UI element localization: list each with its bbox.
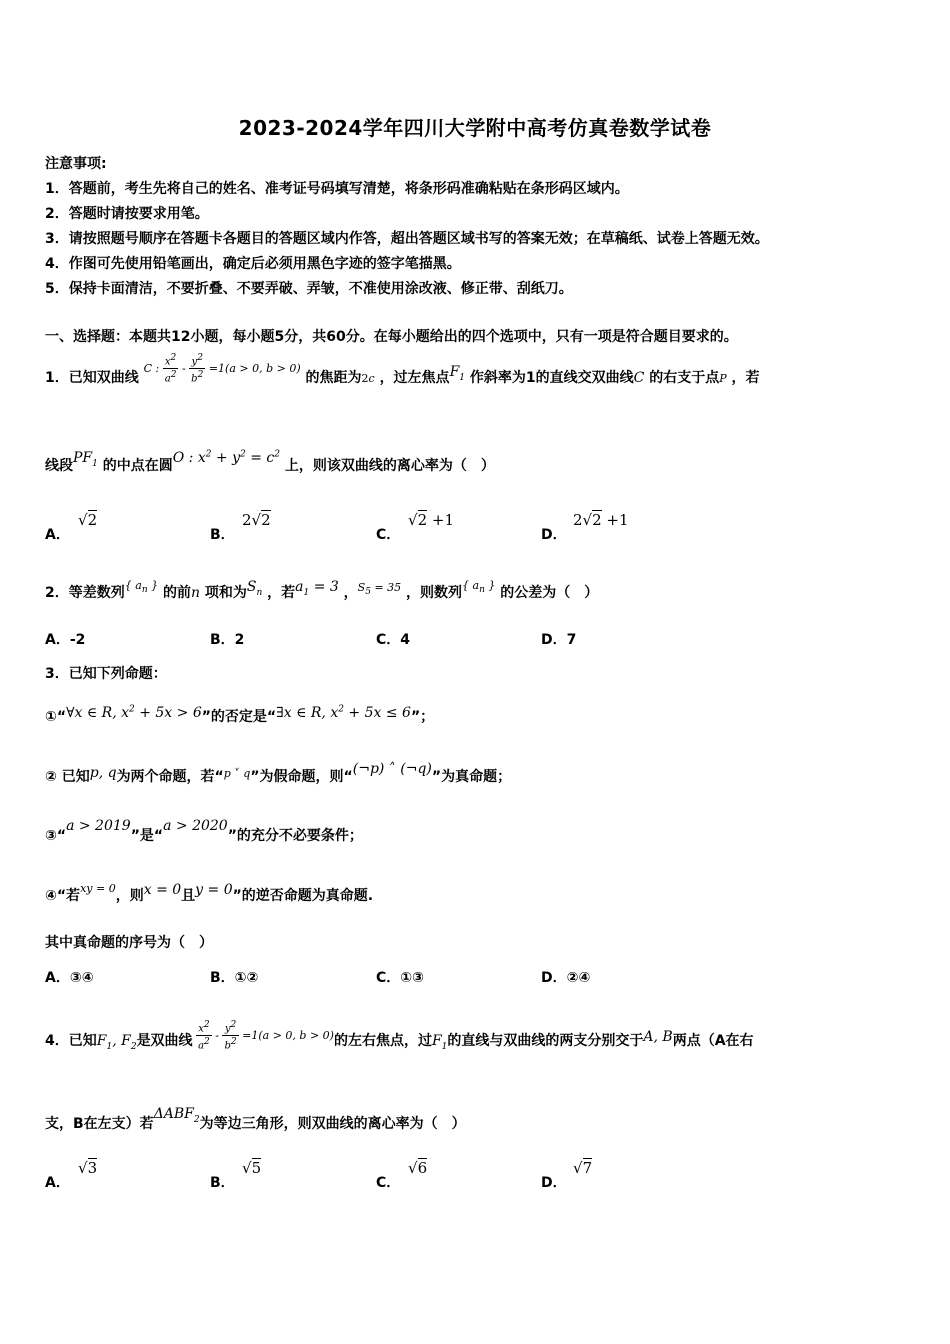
page-title: 2023-2024学年四川大学附中高考仿真卷数学试卷 (238, 116, 712, 140)
notes-heading: 注意事项: (45, 156, 107, 172)
q2-option-b[interactable]: B．2 (210, 632, 245, 648)
q4-option-b-value: √5 (242, 1159, 262, 1177)
q3-option-c[interactable]: C．①③ (376, 970, 424, 986)
q1-text: ，若 (731, 369, 760, 386)
q3-text: ”是“ (130, 828, 164, 844)
question-1-line-1: 1．已知双曲线 $^{C : \frac{x^2}{a^2} - \frac{y^2}{b^2} =1(a > 0, b > 0)}$ 的焦距为2c ，过左焦点$F_1$ 作斜率为1的直线交双曲线C 的右支于点P ，若 (45, 353, 760, 386)
q2-text: 2．等差数列 (45, 585, 125, 601)
note-item: 3．请按照题号顺序在答题卡各题目的答题区域内作答，超出答题区域书写的答案无效；在草稿纸、试卷上答题无效。 (45, 231, 769, 247)
q1-option-a[interactable] (45, 524, 70, 544)
question-4-line-2: 支，B在左支）若$\Delta ABF_2$为等边三角形，则双曲线的离心率为（ ） (45, 1106, 466, 1132)
q4-text: 的左右焦点，过 (333, 1032, 432, 1049)
q4-option-c-value: √6 (408, 1159, 428, 1177)
note-item: 1．答题前，考生先将自己的姓名、准考证号码填写清楚，将条形码准确粘贴在条形码区域内。 (45, 181, 629, 197)
q4-option-d-value: √7 (573, 1159, 593, 1177)
question-3-head: 3．已知下列命题： (45, 666, 167, 682)
q4-option-a[interactable] (45, 1172, 70, 1192)
notes-block (45, 152, 769, 302)
q3-statement-1: ①“∀x ∈ R, $x^2 + 5x > 6$”的否定是“∃x ∈ R, $x^2 + 5x \le 6$”； (45, 704, 435, 725)
q2-text: ，则数列 (406, 585, 463, 601)
q3-statement-3: ③“a > 2019”是“a > 2020”的充分不必要条件； (45, 818, 363, 844)
section-heading: 一、选择题：本题共12小题，每小题5分，共60分。在每小题给出的四个选项中，只有一项是符合题目要求的。 (45, 329, 738, 345)
q3-text: ”的充分不必要条件； (227, 828, 363, 844)
q3-text: ”的逆否命题为真命题. (232, 888, 374, 904)
note-item: 2．答题时请按要求用笔。 (45, 206, 209, 222)
q1-formula: C : x2 a2 - y2 b2 =1(a > 0, b > 0) (143, 353, 301, 385)
q1-text: 作斜率为1的直线交双曲线 (469, 369, 634, 386)
q3-text: 为两个命题，若“ (116, 769, 224, 785)
q2-text: ，若 (267, 585, 296, 601)
q1-text: ，过左焦点 (379, 369, 450, 386)
option-label: B． (210, 527, 235, 543)
q3-text: ”的否定是“ (201, 709, 277, 725)
q3-statement-4: ④“若$^{xy = 0}$，则x = 0且y = 0”的逆否命题为真命题. (45, 882, 374, 904)
q3-text: ③“ (45, 828, 67, 844)
question-4-line-1: 4．已知$F_1$, $F_2$是双曲线 $^{\frac{x^2}{a^2} - \frac{y^2}{b^2} =1(a > 0, b > 0)}$的左右焦点，过$F_1$的直线与双曲线的两支分别交于A, B两点（A在右 (45, 1020, 754, 1052)
q2-text: ， (343, 585, 358, 601)
note-item: 4．作图可先使用铅笔画出，确定后必须用黑色字迹的签字笔描黑。 (45, 256, 461, 272)
option-label: C． (376, 1175, 401, 1191)
q1-option-d[interactable] (541, 524, 567, 544)
q4-option-b[interactable] (210, 1172, 235, 1192)
q3-text: ④“若 (45, 888, 81, 904)
option-label: A． (45, 1175, 70, 1191)
q3-option-a[interactable]: A．③④ (45, 970, 94, 986)
q2-option-d[interactable]: D．7 (541, 632, 577, 648)
q2-text: 项和为 (204, 585, 247, 601)
option-label: B． (210, 1175, 235, 1191)
q3-option-d[interactable]: D．②④ (541, 970, 591, 986)
q1-option-a-value: √2 (78, 511, 98, 529)
q4-option-c[interactable] (376, 1172, 400, 1192)
q2-text: 的公差为（ ） (500, 585, 599, 601)
q1-text: 线段 (45, 458, 73, 474)
q1-text: 的右支于点 (649, 369, 720, 386)
option-label: D． (541, 527, 567, 543)
note-item: 5．保持卡面清洁，不要折叠、不要弄破、弄皱，不准使用涂改液、修正带、刮纸刀。 (45, 281, 573, 297)
q3-text: ①“ (45, 709, 67, 725)
q4-text: 为等边三角形，则双曲线的离心率为（ ） (199, 1116, 466, 1132)
q1-option-c-value: √2 +1 (408, 511, 454, 529)
q2-text: 的前 (162, 585, 191, 601)
q3-statement-2: ② 已知p, q为两个命题，若“$^{p ˅ q}$”为假命题，则“(¬p) ˄ (¬q)”为真命题； (45, 761, 512, 785)
question-2-line: 2．等差数列$^{\{ a_n \}}$ 的前n 项和为$S_n$ ，若$a_1 = 3$ ，$^{S_5 = 35}$ ，则数列$^{\{ a_n \}}$ 的公差为（ ） (45, 579, 599, 601)
q4-text: 支，B在左支）若 (45, 1116, 154, 1132)
q3-text: ② 已知 (45, 769, 90, 785)
q1-text: 的焦距为 (305, 369, 362, 386)
q4-text: 4．已知 (45, 1032, 97, 1049)
q3-option-b[interactable]: B．①② (210, 970, 259, 986)
q4-text: 的直线与双曲线的两支分别交于 (447, 1032, 644, 1049)
q1-option-b-value: 2√2 (242, 511, 271, 529)
q3-text: ”为假命题，则“ (250, 769, 353, 785)
q3-text: ，则 (115, 888, 144, 904)
q1-option-d-value: 2√2 +1 (573, 511, 629, 529)
q3-text: 且 (181, 888, 196, 904)
q4-option-a-value: √3 (78, 1159, 98, 1177)
q1-text: 1．已知双曲线 (45, 369, 139, 386)
q4-text: 两点（A在右 (672, 1032, 754, 1049)
q4-text: 是双曲线 (136, 1032, 193, 1049)
q4-option-d[interactable] (541, 1172, 567, 1192)
q2-option-c[interactable]: C．4 (376, 632, 411, 648)
q1-option-c[interactable] (376, 524, 400, 544)
q2-option-a[interactable]: A．-2 (45, 632, 86, 648)
option-label: A． (45, 527, 70, 543)
q1-text: 上，则该双曲线的离心率为（ ） (284, 458, 495, 474)
q1-option-b[interactable] (210, 524, 235, 544)
question-1-line-2: 线段$PF_1$ 的中点在圆O : $x^2 + y^2 = c^2$ 上，则该双曲线的离心率为（ ） (45, 449, 495, 474)
q3-text: ”； (410, 709, 435, 725)
q1-text: 的中点在圆 (102, 458, 173, 474)
option-label: C． (376, 527, 401, 543)
q3-text: ”为真命题； (431, 769, 512, 785)
q3-ask: 其中真命题的序号为（ ） (45, 935, 213, 951)
option-label: D． (541, 1175, 567, 1191)
